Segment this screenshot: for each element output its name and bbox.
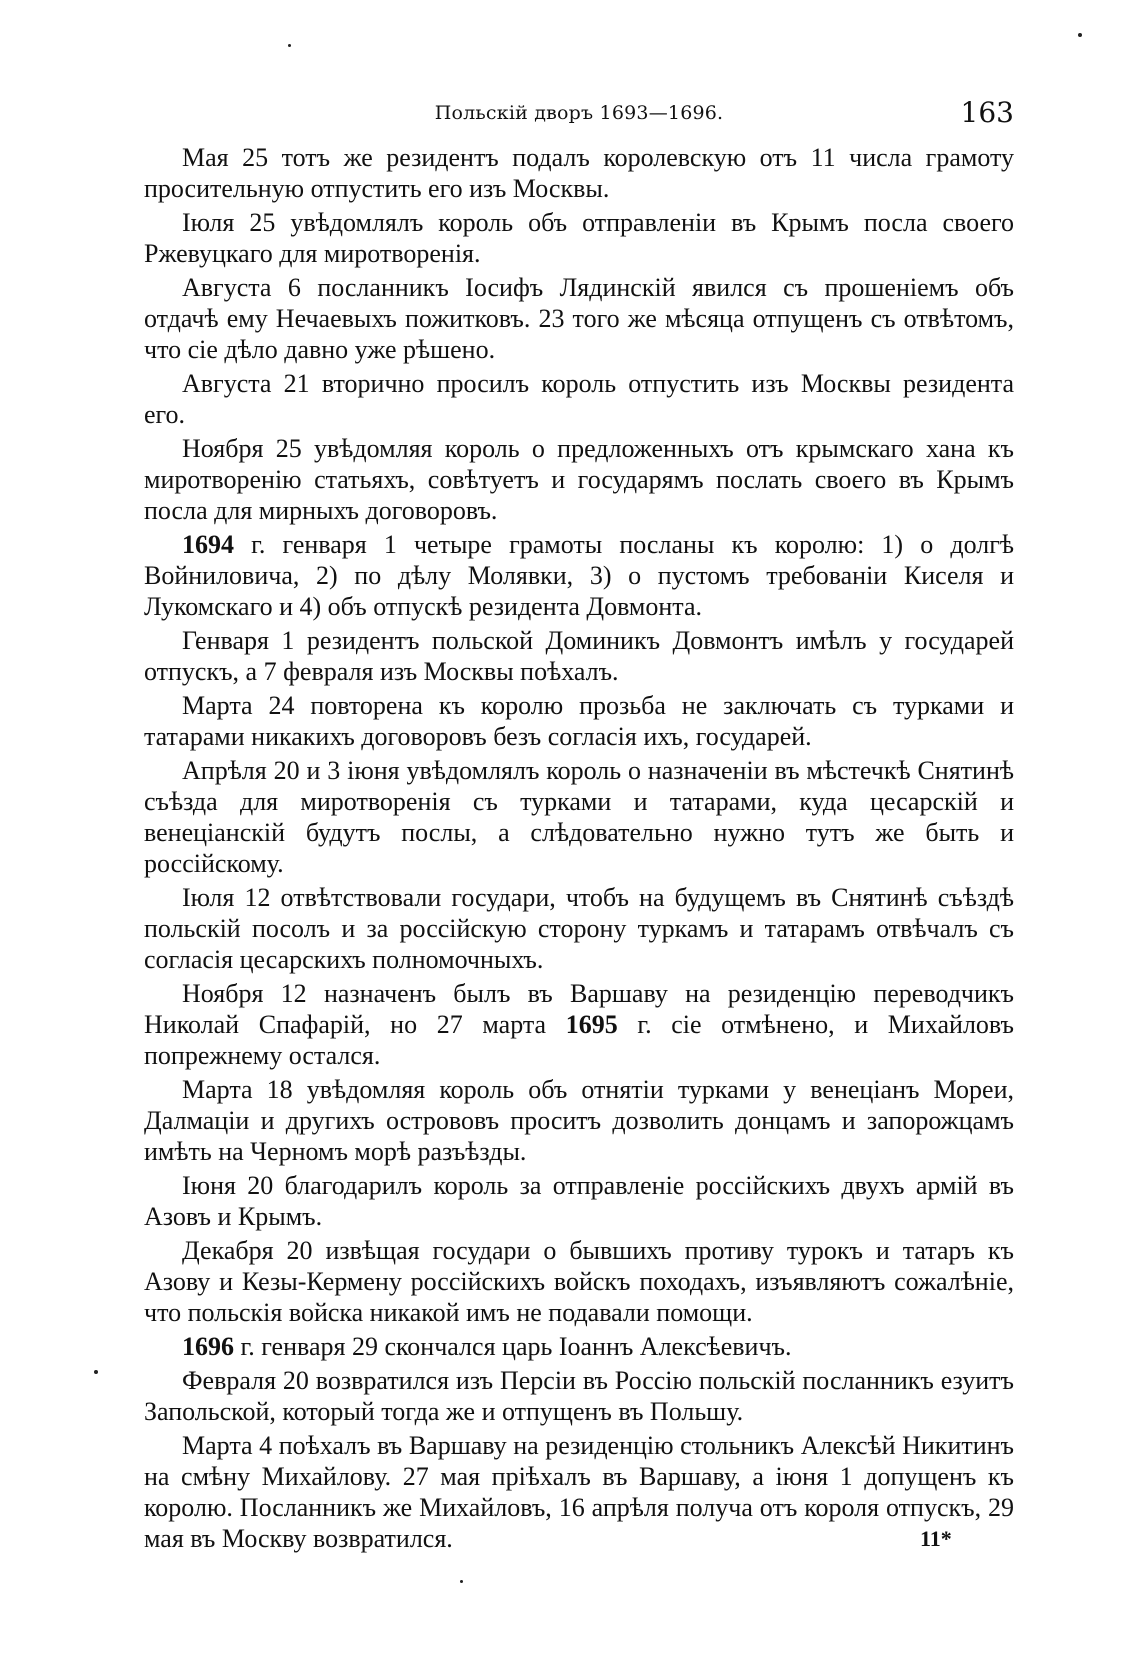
paragraph: Марта 24 повторена къ королю прозьба не заключать съ турками и татарами никакихъ договоровъ безъ согласія ихъ, государей. xyxy=(144,691,1014,751)
scan-speck xyxy=(1078,33,1082,37)
paragraph: Ноября 25 увѣдомляя король о предложенныхъ отъ крымскаго хана къ миротворенію статьяхъ, совѣтуетъ и государямъ послать своего въ Крымъ посла для мирныхъ договоровъ. xyxy=(144,434,1014,525)
running-title: Польскій дворъ 1693—1696. xyxy=(434,102,724,124)
scan-speck xyxy=(460,1580,463,1583)
signature-mark: 11* xyxy=(920,1526,952,1551)
paragraph: Марта 4 поѣхалъ въ Варшаву на резиденцію стольникъ Алексѣй Никитинъ на смѣну Михайлову. 27 мая пріѣхалъ въ Варшаву, а іюня 1 допущенъ къ королю. Посланникъ же Михайловъ, 16 апрѣля получа отъ короля отпускъ, 29 мая въ Москву возвратился. xyxy=(144,1431,1014,1553)
page-number: 163 xyxy=(960,96,1014,129)
paragraph: Іюля 25 увѣдомлялъ король объ отправленіи въ Крымъ посла своего Ржевуцкаго для миротворенія. xyxy=(144,208,1014,268)
paragraph: 1696 г. генваря 29 скончался царь Іоаннъ Алексѣевичъ. xyxy=(182,1332,792,1361)
paragraph: Февраля 20 возвратился изъ Персіи въ Россію польскій посланникъ езуитъ Запольской, который тогда же и отпущенъ въ Польшу. xyxy=(144,1366,1014,1426)
running-head xyxy=(144,96,1014,136)
year-inline: 1695 xyxy=(565,1010,618,1039)
paragraph: Августа 6 посланникъ Іосифъ Лядинскій явился съ прошеніемъ объ отдачѣ ему Нечаевыхъ пожитковъ. 23 того же мѣсяца отпущенъ съ отвѣтомъ, что сіе дѣло давно уже рѣшено. xyxy=(144,273,1014,364)
paragraph: Марта 18 увѣдомляя король объ отнятіи турками у венеціанъ Мореи, Далмаціи и другихъ острововъ проситъ дозволить донцамъ и запорожцамъ имѣть на Черномъ морѣ разъѣзды. xyxy=(144,1075,1014,1166)
paragraph: Мая 25 тотъ же резидентъ подалъ королевскую отъ 11 числа грамоту просительную отпустить его изъ Москвы. xyxy=(144,143,1014,203)
year-heading: 1694 xyxy=(182,530,234,559)
paragraph: Апрѣля 20 и 3 іюня увѣдомлялъ король о назначеніи въ мѣстечкѣ Снятинѣ съѣзда для миротворенія съ турками и татарами, куда цесарскій и венеціанскій будутъ послы, а слѣдовательно нужно тутъ же быть и россійскому. xyxy=(144,756,1014,878)
scan-speck xyxy=(288,44,291,47)
paragraph: Іюля 12 отвѣтствовали государи, чтобъ на будущемъ въ Снятинѣ съѣздѣ польскій посолъ и за россійскую сторону туркамъ и татарамъ отвѣчалъ съ согласія цесарскихъ полномочныхъ. xyxy=(144,883,1014,974)
paragraph: Августа 21 вторично просилъ король отпустить изъ Москвы резидента его. xyxy=(144,369,1014,429)
scan-speck xyxy=(94,1370,98,1374)
body-text xyxy=(144,142,1014,1557)
paragraph: Генваря 1 резидентъ польской Доминикъ Довмонтъ имѣлъ у государей отпускъ, а 7 февраля изъ Москвы поѣхалъ. xyxy=(144,626,1014,686)
paragraph: Іюня 20 благодарилъ король за отправленіе россійскихъ двухъ армій въ Азовъ и Крымъ. xyxy=(144,1171,1014,1231)
paragraph: 1694 г. генваря 1 четыре грамоты посланы къ королю: 1) о долгѣ Войниловича, 2) по дѣлу Молявки, 3) о пустомъ требованіи Киселя и Лукомскаго и 4) объ отпускѣ резидента Довмонта. xyxy=(144,530,1014,621)
paragraph: Ноября 12 назначенъ былъ въ Варшаву на резиденцію переводчикъ Николай Спафарій, но 27 марта 1695 г. сіе отмѣнено, и Михайловъ попрежнему остался. xyxy=(144,979,1014,1070)
year-heading: 1696 xyxy=(182,1332,234,1361)
paragraph: Декабря 20 извѣщая государи о бывшихъ противу турокъ и татаръ къ Азову и Кезы-Кермену россійскихъ войскъ походахъ, изъявляютъ сожалѣніе, что польскія войска никакой имъ не подавали помощи. xyxy=(144,1236,1014,1327)
